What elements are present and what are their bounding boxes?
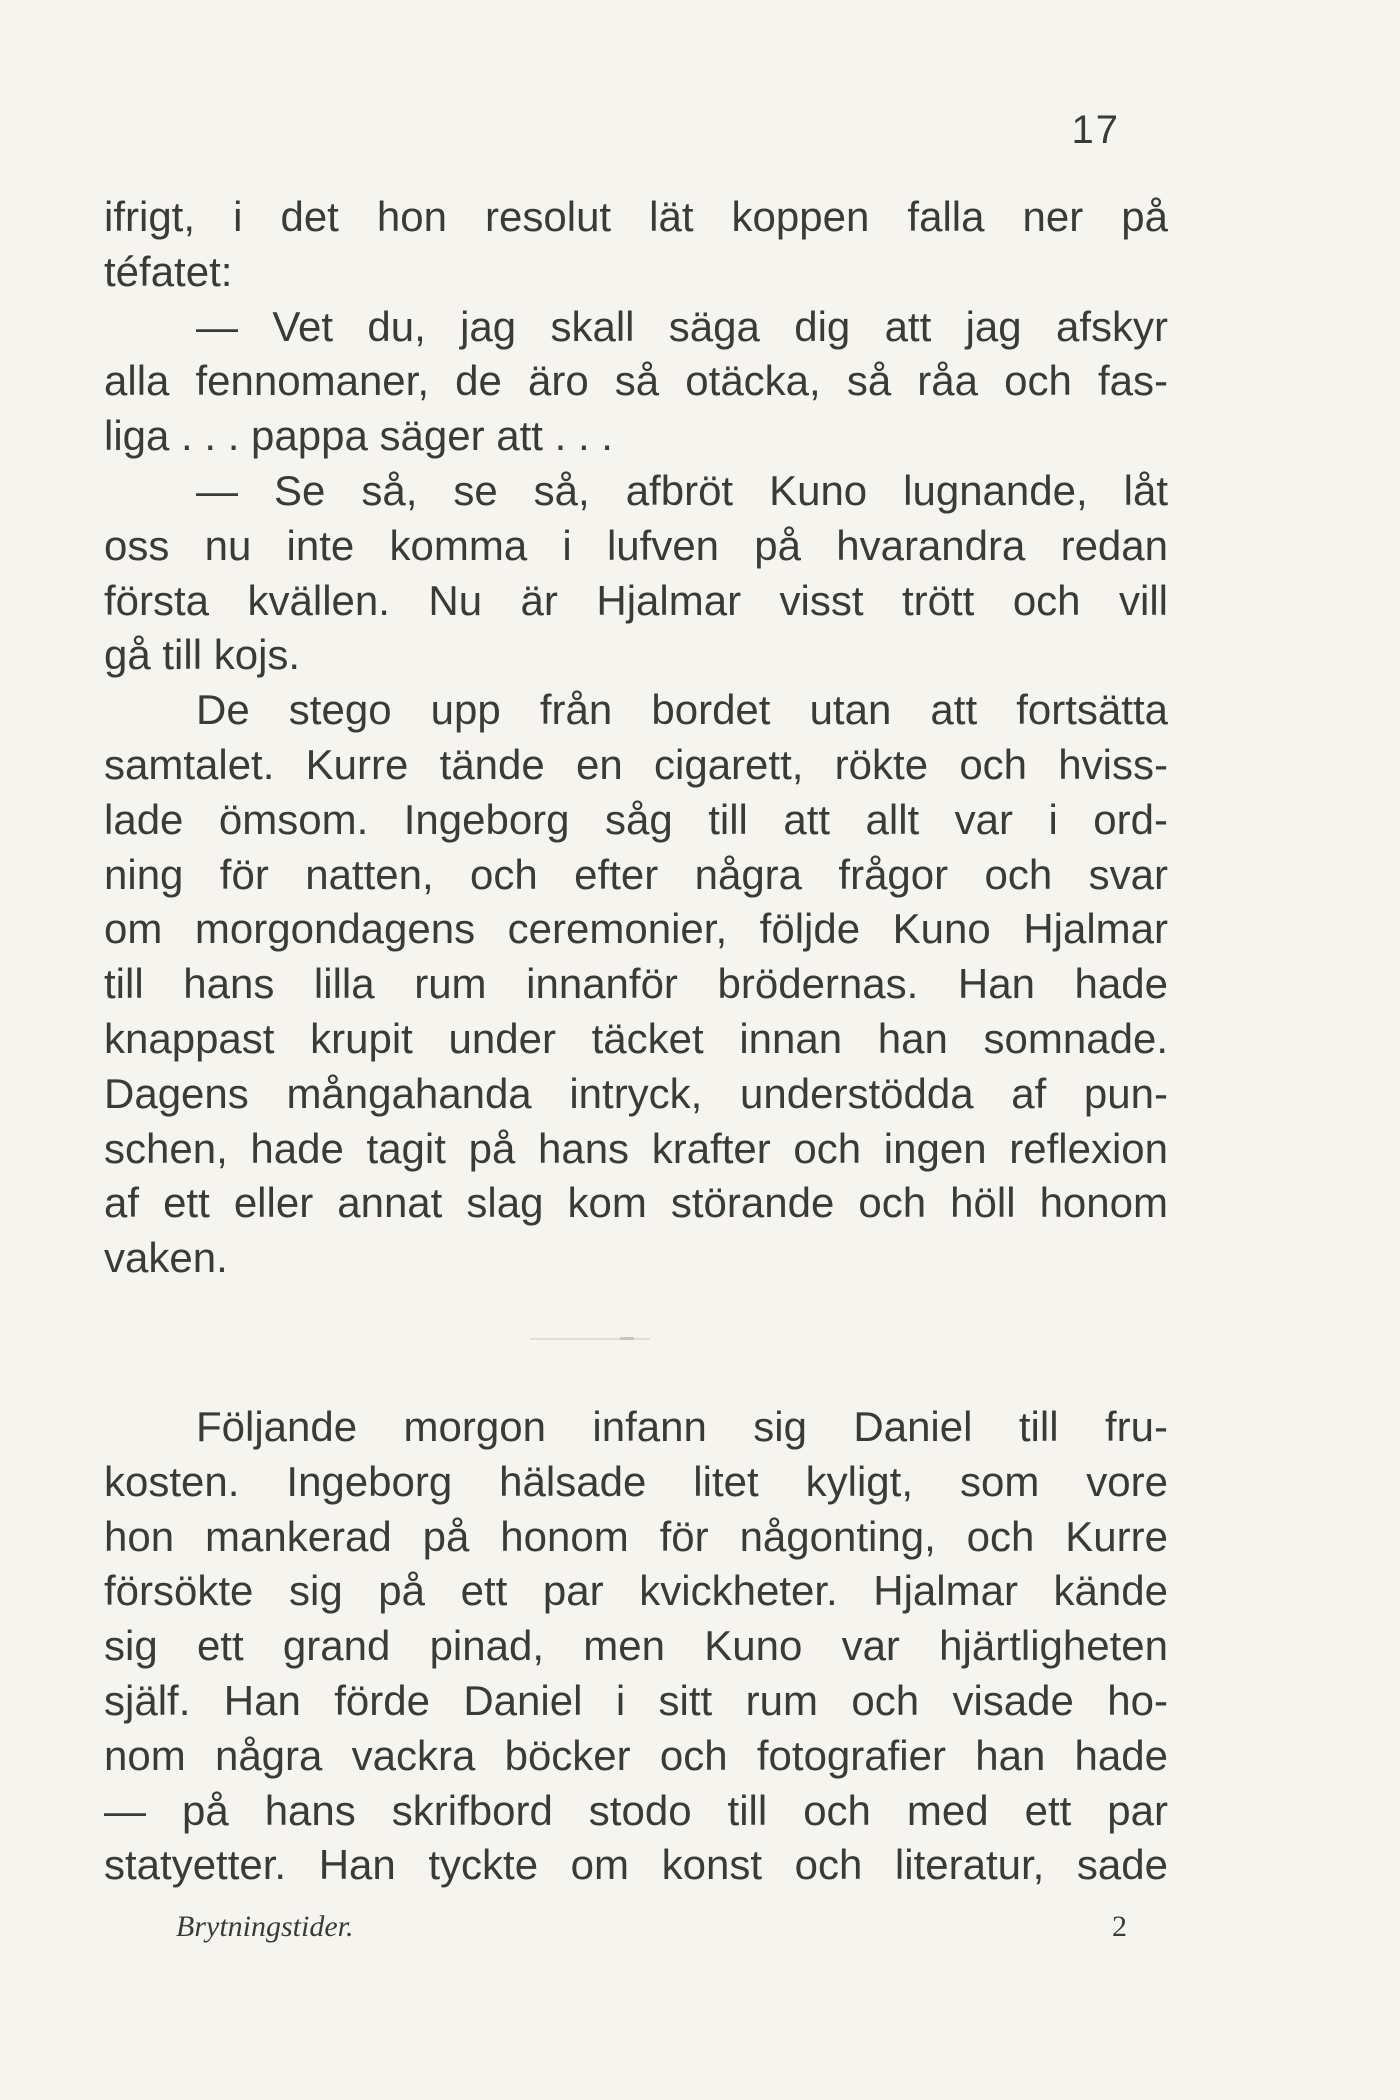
- text-line: gå till kojs.: [104, 631, 301, 679]
- text-line: om morgondagens ceremonier, följde Kuno Hjalmar: [104, 905, 1168, 953]
- text-line: — Se så, se så, afbröt Kuno lugnande, låt: [196, 466, 1168, 514]
- text-line: ifrigt, i det hon resolut lät koppen falla ner på: [104, 193, 1168, 240]
- text-block-lower: [104, 1400, 1168, 1893]
- text-line: alla fennomaner, de äro så otäcka, så råa och fas-: [104, 357, 1168, 405]
- text-line: — Vet du, jag skall säga dig att jag afskyr: [196, 302, 1168, 350]
- text-line: sig ett grand pinad, men Kuno var hjärtligheten: [104, 1622, 1168, 1670]
- text-line: — på hans skrifbord stodo till och med ett par: [104, 1786, 1168, 1834]
- text-line: Dagens mångahanda intryck, understödda af pun-: [104, 1069, 1168, 1117]
- text-line: första kvällen. Nu är Hjalmar visst trött och vill: [104, 576, 1168, 624]
- text-line: vaken.: [104, 1234, 228, 1282]
- text-block-upper: [104, 190, 1168, 1286]
- text-line: af ett eller annat slag kom störande och höll honom: [104, 1179, 1168, 1227]
- text-line: De stego upp från bordet utan att fortsätta: [196, 686, 1168, 734]
- text-line: téfatet:: [104, 247, 233, 295]
- section-divider-mark: [620, 1337, 634, 1340]
- page-number: 17: [1071, 108, 1120, 152]
- footer-signature: Brytningstider.: [176, 1910, 354, 1943]
- text-line: själf. Han förde Daniel i sitt rum och visade ho-: [104, 1676, 1168, 1724]
- text-line: liga . . . pappa säger att . . .: [104, 412, 613, 460]
- text-line: kosten. Ingeborg hälsade litet kyligt, som vore: [104, 1457, 1168, 1505]
- text-line: statyetter. Han tyckte om konst och literatur, sade: [104, 1841, 1168, 1889]
- text-line: schen, hade tagit på hans krafter och ingen reflexion: [104, 1124, 1168, 1172]
- text-line: ning för natten, och efter några frågor och svar: [104, 850, 1168, 898]
- text-line: oss nu inte komma i lufven på hvarandra redan: [104, 521, 1168, 569]
- text-line: till hans lilla rum innanför brödernas. Han hade: [104, 960, 1168, 1008]
- text-line: knappast krupit under täcket innan han somnade.: [104, 1014, 1168, 1062]
- text-line: försökte sig på ett par kvickheter. Hjalmar kände: [104, 1567, 1168, 1615]
- text-line: samtalet. Kurre tände en cigarett, rökte och hviss-: [104, 740, 1168, 788]
- text-line: Följande morgon infann sig Daniel till fru-: [196, 1403, 1168, 1450]
- text-line: lade ömsom. Ingeborg såg till att allt var i ord-: [104, 795, 1168, 843]
- footer-sheet-number: 2: [1112, 1910, 1127, 1943]
- text-line: hon mankerad på honom för någonting, och Kurre: [104, 1512, 1168, 1560]
- text-line: nom några vackra böcker och fotografier han hade: [104, 1731, 1168, 1779]
